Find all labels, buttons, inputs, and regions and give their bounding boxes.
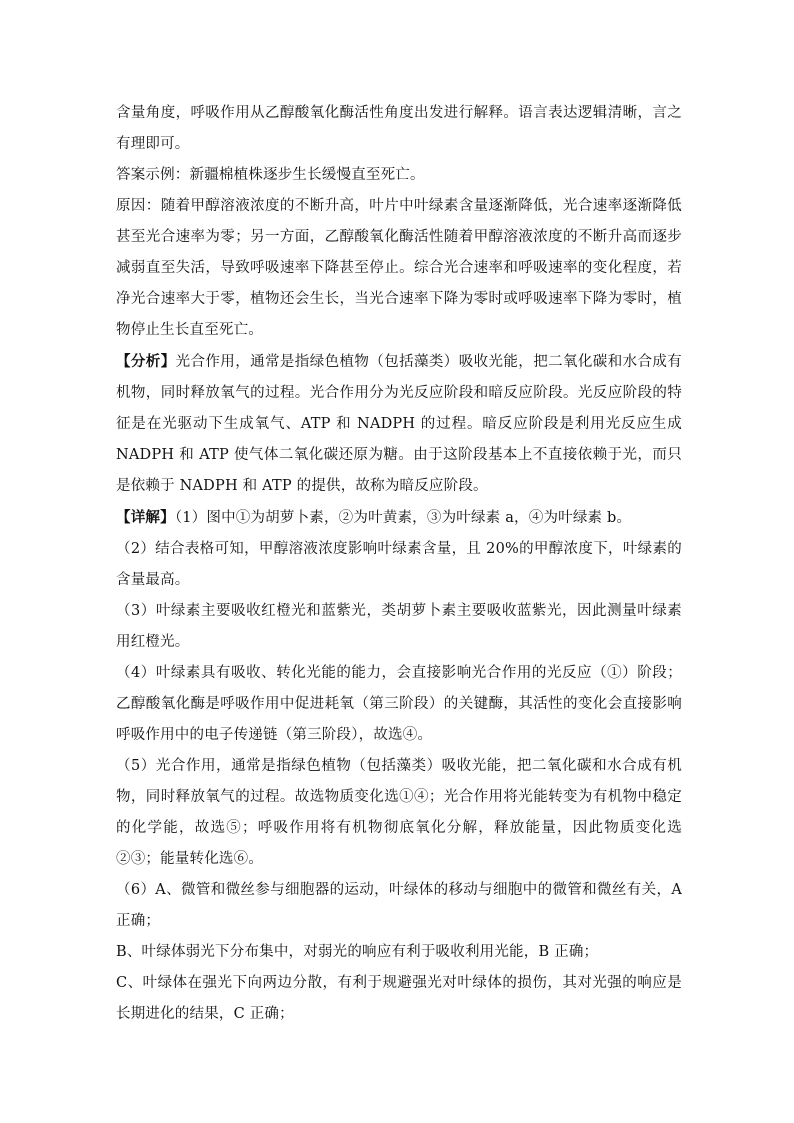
document-body (116, 98, 682, 1030)
paragraph (116, 658, 682, 751)
paragraph-text: C、叶绿体在强光下向两边分散，有利于规避强光对叶绿体的损伤，其对光强的响应是长期进化的结果，C 正确； (116, 975, 682, 1022)
paragraph-text: （2）结合表格可知，甲醇溶液浓度影响叶绿素含量，且 20%的甲醇浓度下，叶绿素的含量最高。 (116, 541, 682, 588)
paragraph (116, 937, 682, 968)
paragraph-text: 答案示例：新疆棉植株逐步生长缓慢直至死亡。 (116, 167, 425, 183)
paragraph (116, 968, 682, 1030)
paragraph (116, 875, 682, 937)
paragraph (116, 346, 682, 502)
paragraph-text: 光合作用，通常是指绿色植物（包括藻类）吸收光能，把二氧化碳和水合成有机物，同时释放氧气的过程。光合作用分为光反应阶段和暗反应阶段。光反应阶段的特征是在光驱动下生成氧气、ATP 和 NADPH 的过程。暗反应阶段是利用光反应生成 NADPH 和 ATP 使气体二氧化碳还原为糖。由于这阶段基本上不直接依赖于光，而只是依赖于 NADPH 和 ATP 的提供，故称为暗反应阶段。 (116, 354, 682, 494)
paragraph-text: 原因：随着甲醇溶液浓度的不断升高，叶片中叶绿素含量逐渐降低，光合速率逐渐降低甚至光合速率为零；另一方面，乙醇酸氧化酶活性随着甲醇溶液浓度的不断升高而逐步减弱直至失活，导致呼吸速率下降甚至停止。综合光合速率和呼吸速率的变化程度，若净光合速率大于零，植物还会生长，当光合速率下降为零时或呼吸速率下降为零时，植物停止生长直至死亡。 (116, 198, 682, 338)
paragraph-text: 含量角度，呼吸作用从乙醇酸氧化酶活性角度出发进行解释。语言表达逻辑清晰，言之有理即可。 (116, 105, 682, 152)
section-tag: 【详解】 (116, 509, 175, 526)
paragraph (116, 191, 682, 346)
paragraph-text: （1）图中①为胡萝卜素，②为叶黄素，③为叶绿素 a，④为叶绿素 b。 (174, 510, 632, 526)
paragraph (116, 98, 682, 160)
paragraph-text: （4）叶绿素具有吸收、转化光能的能力，会直接影响光合作用的光反应（①）阶段；乙醇酸氧化酶是呼吸作用中促进耗氧（第三阶段）的关键酶，其活性的变化会直接影响呼吸作用中的电子传递链（第三阶段），故选④。 (116, 665, 682, 743)
paragraph (116, 502, 682, 534)
paragraph-text: （6）A、微管和微丝参与细胞器的运动，叶绿体的移动与细胞中的微管和微丝有关，A 正确； (116, 882, 682, 929)
section-tag: 【分析】 (116, 353, 176, 370)
paragraph-text: B、叶绿体弱光下分布集中，对弱光的响应有利于吸收利用光能，B 正确； (116, 944, 599, 960)
paragraph-text: （5）光合作用，通常是指绿色植物（包括藻类）吸收光能，把二氧化碳和水合成有机物，同时释放氧气的过程。故选物质变化选①④；光合作用将光能转变为有机物中稳定的化学能，故选⑤；呼吸作用将有机物彻底氧化分解，释放能量，因此物质变化选②③；能量转化选⑥。 (116, 758, 682, 867)
paragraph (116, 534, 682, 596)
paragraph (116, 160, 682, 191)
paragraph (116, 751, 682, 875)
paragraph (116, 596, 682, 658)
paragraph-text: （3）叶绿素主要吸收红橙光和蓝紫光，类胡萝卜素主要吸收蓝紫光，因此测量叶绿素用红橙光。 (116, 603, 682, 650)
